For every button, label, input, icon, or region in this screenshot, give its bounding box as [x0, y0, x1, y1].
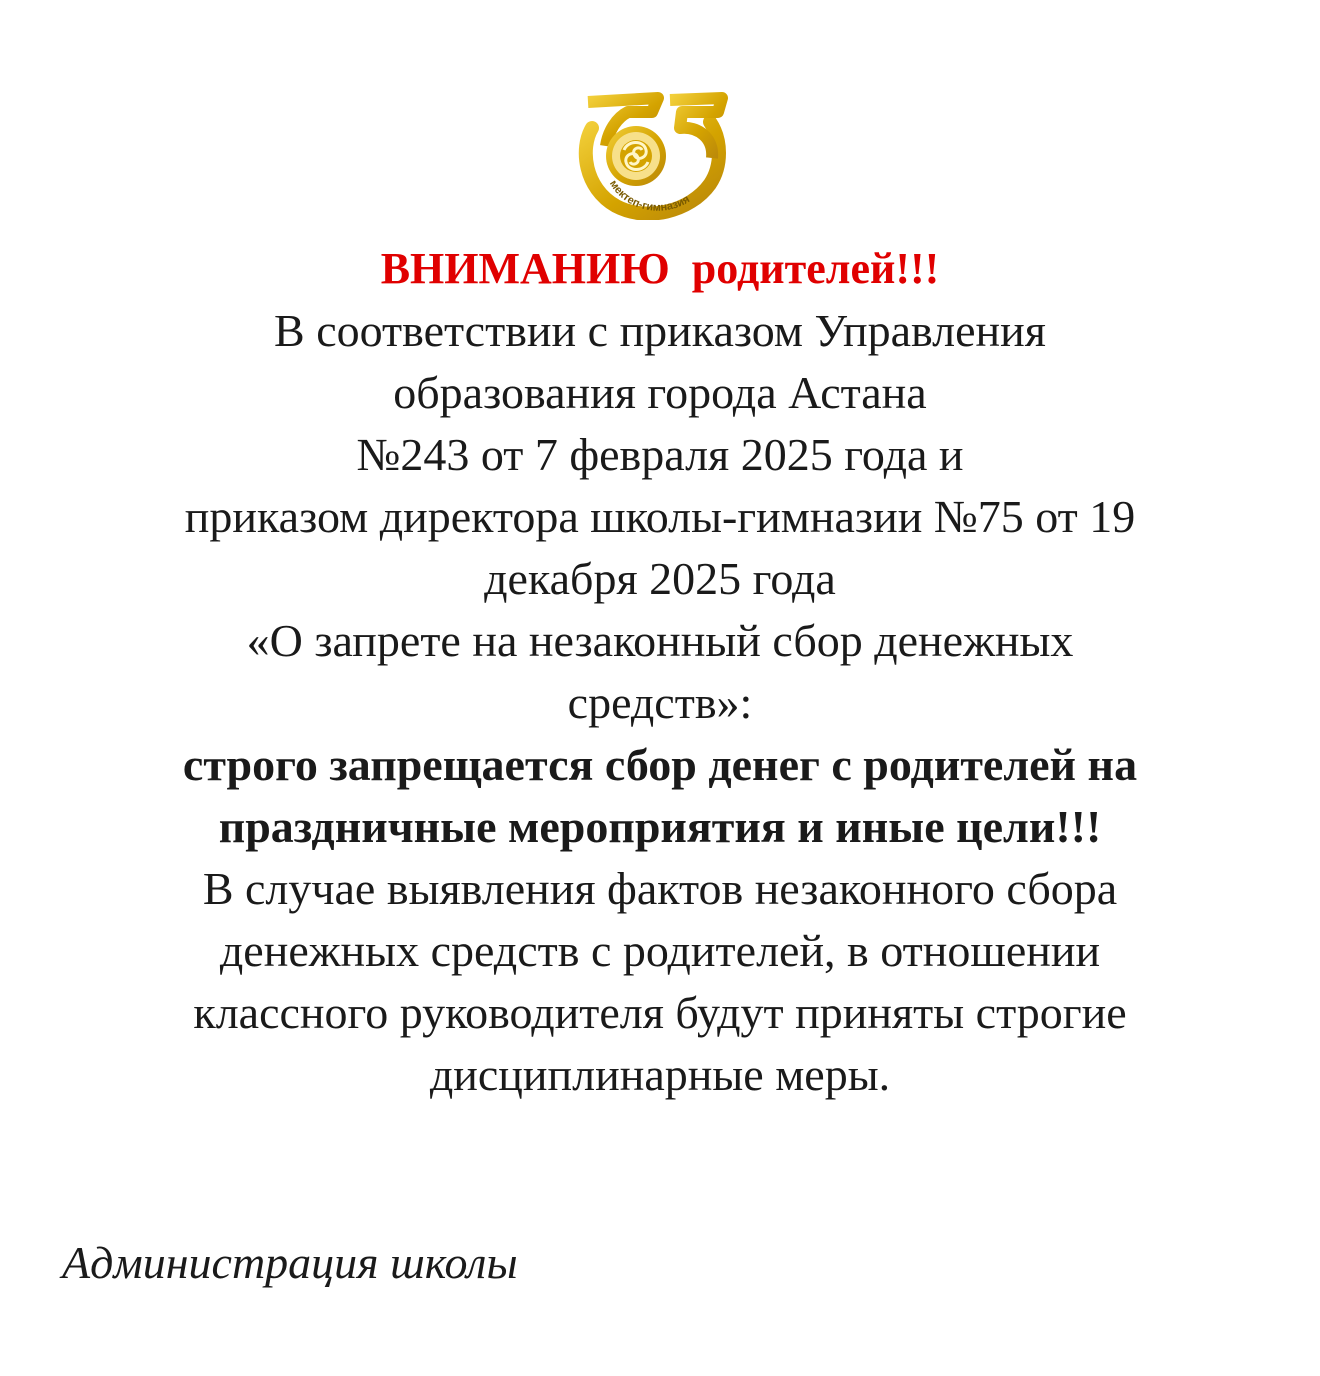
notice-consequence-line: В случае выявления фактов незаконного сбора [202, 863, 1118, 914]
notice-consequence-line: дисциплинарные меры. [429, 1049, 891, 1100]
signature: Администрация школы [62, 1237, 518, 1288]
notice-line: «О запрете на незаконный сбор денежных [246, 615, 1074, 666]
notice-line: образования города Астана [393, 367, 927, 418]
notice-line: средств»: [567, 677, 753, 728]
notice-line: приказом директора школы-гимназии №75 от 19 [184, 491, 1136, 542]
notice-emphasis-line: праздничные мероприятия и иные цели!!! [218, 801, 1102, 852]
notice-line: №243 от 7 февраля 2025 года и [356, 429, 964, 480]
notice-heading: ВНИМАНИЮ родителей!!! [380, 244, 940, 293]
notice-block [40, 238, 1280, 1106]
notice-consequence-line: классного руководителя будут приняты строгие [193, 987, 1127, 1038]
notice-line: декабря 2025 года [484, 553, 836, 604]
notice-line: В соответствии с приказом Управления [274, 305, 1046, 356]
notice-consequence-line: денежных средств с родителей, в отношении [219, 925, 1101, 976]
school-logo [572, 88, 732, 220]
notice-emphasis-line: строго запрещается сбор денег с родителей на [182, 739, 1138, 790]
logo-arc-text: мектеп-гимназия [606, 178, 692, 214]
school-emblem-icon [572, 88, 732, 220]
